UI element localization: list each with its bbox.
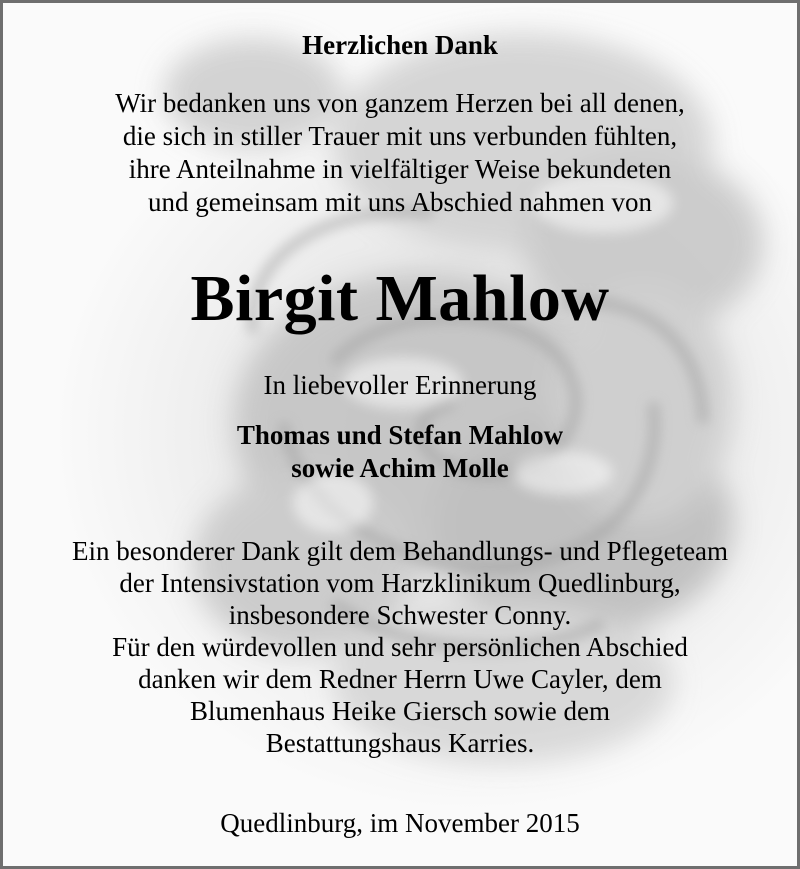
mourners: [3, 419, 797, 485]
thanks-line: insbesondere Schwester Conny.: [228, 600, 572, 630]
memory-line: In liebevoller Erinnerung: [263, 370, 537, 400]
heading: Herzlichen Dank: [302, 30, 498, 60]
thanks-line: danken wir dem Redner Herrn Uwe Cayler, dem: [138, 664, 662, 694]
intro-paragraph: [3, 87, 797, 219]
thanks-line: Blumenhaus Heike Giersch sowie dem: [190, 696, 610, 726]
intro-line: ihre Anteilnahme in vielfältiger Weise bekundeten: [128, 154, 672, 184]
mourner-line: Thomas und Stefan Mahlow: [236, 420, 564, 450]
deceased-name: Birgit Mahlow: [190, 262, 610, 335]
thanks-line: Bestattungshaus Karries.: [265, 728, 535, 758]
intro-line: die sich in stiller Trauer mit uns verbunden fühlten,: [122, 121, 678, 151]
thanks-line: Ein besonderer Dank gilt dem Behandlungs- und Pflegeteam: [71, 536, 729, 566]
mourner-line: sowie Achim Molle: [291, 453, 509, 483]
intro-line: Wir bedanken uns von ganzem Herzen bei all denen,: [115, 88, 685, 118]
intro-line: und gemeinsam mit uns Abschied nahmen von: [148, 187, 652, 217]
place-date: Quedlinburg, im November 2015: [220, 808, 580, 838]
thanks-line: Für den würdevollen und sehr persönlichen Abschied: [112, 632, 688, 662]
thanks-line: der Intensivstation vom Harzklinikum Quedlinburg,: [119, 568, 681, 598]
special-thanks-paragraph: [3, 535, 797, 759]
